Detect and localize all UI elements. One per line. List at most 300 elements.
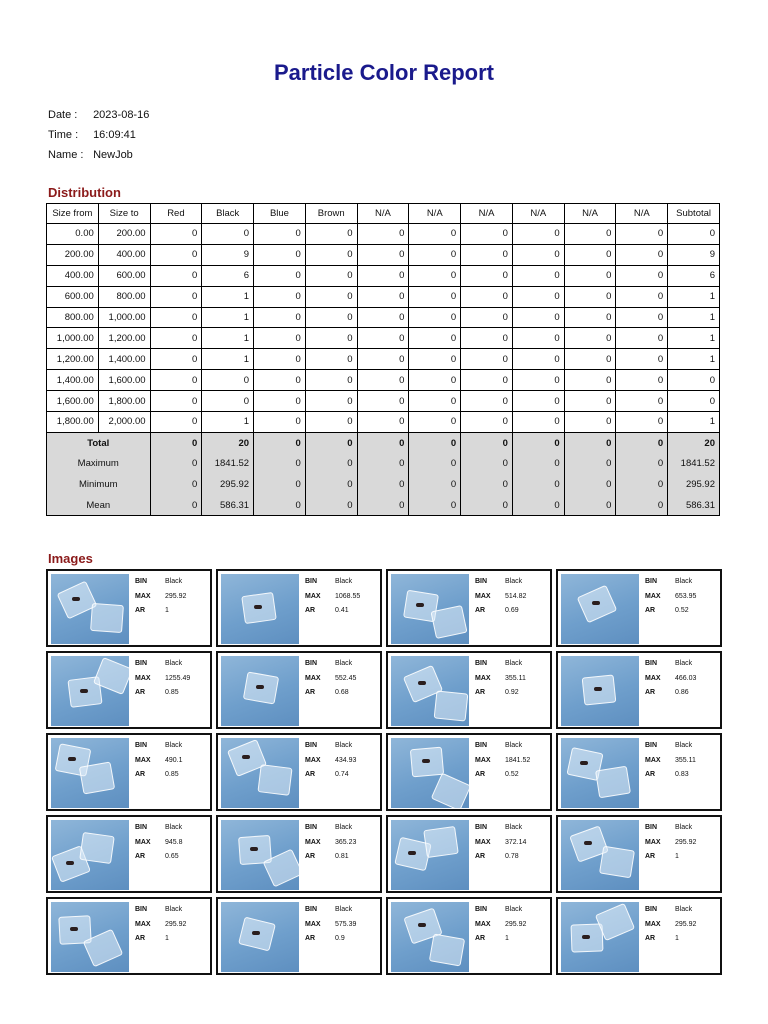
ar-value: 0.85: [165, 771, 179, 778]
bin-value: Black: [335, 742, 353, 749]
summary-cell: 0: [461, 474, 513, 495]
info-row-ar: [305, 768, 356, 783]
info-row-ar: [135, 686, 190, 701]
bin-value: Black: [675, 742, 693, 749]
column-header: N/A: [357, 204, 409, 224]
summary-cell: 0: [357, 453, 409, 474]
info-row-bin: [135, 739, 183, 754]
summary-cell: 0: [305, 432, 357, 453]
pellet-shape: [79, 832, 115, 864]
column-header: Size from: [47, 204, 99, 224]
info-row-ar: [645, 604, 696, 619]
table-cell: 0: [461, 224, 513, 245]
table-cell: 0: [616, 244, 668, 265]
summary-cell: 0: [150, 495, 202, 516]
info-row-ar: [645, 850, 696, 865]
table-cell: 0: [564, 328, 616, 349]
particle-info: [135, 821, 183, 865]
particle-info: [645, 575, 696, 619]
summary-cell: 0: [512, 495, 564, 516]
max-value: 295.92: [675, 920, 697, 928]
table-cell: 0: [461, 265, 513, 286]
table-cell: 0: [461, 412, 513, 433]
column-header: Size to: [98, 204, 150, 224]
ar-value: 0.52: [675, 607, 689, 614]
bin-value: Black: [675, 578, 693, 585]
table-cell: 0: [564, 307, 616, 328]
distribution-table: [46, 203, 720, 516]
info-row-ar: [645, 932, 696, 947]
table-cell: 0: [150, 328, 202, 349]
particle-image: [391, 656, 469, 726]
max-value: 653.95: [675, 592, 697, 600]
particle-image: [391, 738, 469, 808]
particle-image: [51, 656, 129, 726]
summary-cell: 1841.52: [668, 453, 720, 474]
ar-value: 1: [165, 935, 169, 942]
table-row: [47, 391, 720, 412]
info-row-max: [645, 918, 696, 933]
particle-card: [386, 815, 552, 893]
table-cell: 1,800.00: [98, 391, 150, 412]
ar-label: AR: [305, 935, 316, 942]
bin-value: Black: [165, 906, 183, 913]
table-cell: 0: [357, 265, 409, 286]
summary-cell: 0: [564, 495, 616, 516]
ar-value: 0.69: [505, 607, 519, 614]
summary-cell: 0: [150, 453, 202, 474]
table-cell: 1,200.00: [47, 349, 99, 370]
max-label: MAX: [135, 920, 151, 928]
summary-cell: 0: [616, 432, 668, 453]
particle-image: [391, 902, 469, 972]
table-cell: 1: [668, 307, 720, 328]
pellet-shape: [423, 826, 459, 858]
table-cell: 1,400.00: [98, 349, 150, 370]
table-cell: 0: [357, 370, 409, 391]
pellet-shape: [595, 766, 631, 799]
table-cell: 0: [616, 286, 668, 307]
table-cell: 0: [305, 391, 357, 412]
particle-info: [475, 575, 526, 619]
info-row-max: [135, 918, 186, 933]
particle-image: [561, 820, 639, 890]
particle-card: [216, 651, 382, 729]
info-row-max: [475, 754, 530, 769]
ar-label: AR: [475, 771, 486, 778]
ar-value: 0.9: [335, 935, 345, 942]
table-cell: 0: [668, 370, 720, 391]
table-cell: 0: [512, 349, 564, 370]
particle-speck: [422, 759, 430, 763]
table-cell: 0: [512, 328, 564, 349]
info-row-bin: [305, 575, 360, 590]
info-row-bin: [305, 821, 356, 836]
particle-image: [561, 656, 639, 726]
max-value: 575.39: [335, 920, 357, 928]
max-label: MAX: [305, 674, 321, 682]
info-row-bin: [475, 903, 526, 918]
summary-cell: 0: [305, 453, 357, 474]
ar-label: AR: [645, 689, 656, 696]
pellet-shape: [434, 690, 469, 721]
table-cell: 0: [150, 307, 202, 328]
summary-row: [47, 432, 720, 453]
table-cell: 1: [668, 328, 720, 349]
bin-label: BIN: [305, 578, 318, 585]
pellet-shape: [599, 846, 635, 879]
bin-label: BIN: [645, 824, 658, 831]
max-value: 355.11: [505, 674, 526, 682]
particle-speck: [66, 861, 74, 865]
table-cell: 0: [616, 328, 668, 349]
max-label: MAX: [475, 756, 491, 764]
table-cell: 0: [616, 370, 668, 391]
column-header: Black: [202, 204, 254, 224]
bin-label: BIN: [645, 742, 658, 749]
max-label: MAX: [475, 592, 491, 600]
info-row-ar: [305, 686, 356, 701]
time-value: 16:09:41: [93, 129, 136, 141]
summary-cell: 0: [564, 432, 616, 453]
table-cell: 0: [357, 286, 409, 307]
summary-cell: 295.92: [202, 474, 254, 495]
particle-speck: [418, 923, 426, 927]
info-row-bin: [645, 903, 696, 918]
info-row-ar: [135, 932, 186, 947]
table-row: [47, 370, 720, 391]
particle-info: [305, 739, 356, 783]
table-cell: 800.00: [98, 286, 150, 307]
table-cell: 1: [202, 307, 254, 328]
summary-cell: 295.92: [668, 474, 720, 495]
pellet-shape: [429, 933, 465, 966]
column-header: N/A: [409, 204, 461, 224]
summary-row: [47, 474, 720, 495]
info-row-ar: [135, 850, 183, 865]
particle-card: [556, 733, 722, 811]
max-value: 945.8: [165, 838, 183, 846]
bin-label: BIN: [305, 660, 318, 667]
max-label: MAX: [135, 592, 151, 600]
column-header: N/A: [564, 204, 616, 224]
table-cell: 0: [357, 307, 409, 328]
date-label: Date :: [48, 109, 78, 121]
image-grid: [46, 569, 722, 975]
summary-cell: 20: [668, 432, 720, 453]
particle-card: [556, 897, 722, 975]
table-cell: 0: [254, 349, 306, 370]
particle-image: [51, 820, 129, 890]
particle-speck: [252, 931, 260, 935]
table-row: [47, 328, 720, 349]
summary-label: Mean: [47, 495, 151, 516]
particle-speck: [408, 851, 416, 855]
max-label: MAX: [645, 920, 661, 928]
pellet-shape: [79, 761, 115, 794]
table-cell: 0: [305, 265, 357, 286]
bin-value: Black: [165, 742, 183, 749]
table-cell: 1,800.00: [47, 412, 99, 433]
max-label: MAX: [475, 674, 491, 682]
column-header: Subtotal: [668, 204, 720, 224]
table-cell: 0: [409, 328, 461, 349]
ar-value: 1: [675, 935, 679, 942]
column-header: Brown: [305, 204, 357, 224]
ar-label: AR: [475, 607, 486, 614]
table-cell: 1: [202, 412, 254, 433]
table-cell: 1: [668, 286, 720, 307]
table-cell: 0: [357, 244, 409, 265]
info-row-bin: [645, 575, 696, 590]
table-cell: 0: [254, 224, 306, 245]
particle-image: [51, 902, 129, 972]
summary-cell: 0: [254, 453, 306, 474]
max-value: 295.92: [165, 592, 187, 600]
particle-info: [135, 575, 186, 619]
particle-speck: [256, 685, 264, 689]
table-cell: 0: [150, 412, 202, 433]
table-cell: 0: [461, 307, 513, 328]
table-cell: 0: [512, 370, 564, 391]
table-cell: 0: [616, 391, 668, 412]
table-cell: 0: [254, 244, 306, 265]
ar-label: AR: [135, 607, 146, 614]
table-cell: 0: [409, 412, 461, 433]
ar-label: AR: [135, 771, 146, 778]
table-cell: 0: [616, 224, 668, 245]
pellet-shape: [430, 605, 467, 639]
table-cell: 0: [564, 349, 616, 370]
table-cell: 0: [305, 328, 357, 349]
table-cell: 0: [461, 328, 513, 349]
column-header: N/A: [616, 204, 668, 224]
table-cell: 0: [254, 370, 306, 391]
max-value: 355.11: [675, 756, 696, 764]
bin-label: BIN: [475, 824, 488, 831]
bin-label: BIN: [135, 578, 148, 585]
ar-value: 0.74: [335, 771, 349, 778]
table-cell: 0: [461, 391, 513, 412]
table-cell: 0: [254, 412, 306, 433]
table-row: [47, 224, 720, 245]
particle-card: [216, 897, 382, 975]
bin-label: BIN: [475, 906, 488, 913]
bin-label: BIN: [305, 824, 318, 831]
particle-info: [135, 903, 186, 947]
table-cell: 0: [305, 349, 357, 370]
info-row-bin: [135, 657, 190, 672]
ar-label: AR: [475, 853, 486, 860]
particle-card: [46, 733, 212, 811]
pellet-shape: [431, 773, 469, 808]
summary-label: Maximum: [47, 453, 151, 474]
ar-label: AR: [135, 689, 146, 696]
table-cell: 0: [564, 286, 616, 307]
particle-info: [135, 739, 183, 783]
info-row-max: [305, 836, 356, 851]
table-cell: 0: [512, 391, 564, 412]
summary-cell: 0: [305, 474, 357, 495]
summary-cell: 0: [409, 432, 461, 453]
table-cell: 0: [409, 391, 461, 412]
info-row-max: [305, 918, 356, 933]
info-row-ar: [645, 768, 696, 783]
max-value: 552.45: [335, 674, 357, 682]
summary-cell: 0: [150, 474, 202, 495]
info-row-ar: [475, 686, 526, 701]
table-cell: 0: [305, 286, 357, 307]
table-cell: 400.00: [47, 265, 99, 286]
table-cell: 0: [512, 244, 564, 265]
table-cell: 1,000.00: [47, 328, 99, 349]
summary-cell: 0: [305, 495, 357, 516]
info-row-bin: [645, 657, 696, 672]
particle-speck: [242, 755, 250, 759]
summary-cell: 0: [254, 495, 306, 516]
particle-speck: [416, 603, 424, 607]
info-row-max: [305, 672, 356, 687]
summary-row: [47, 495, 720, 516]
date-value: 2023-08-16: [93, 109, 150, 121]
table-cell: 0: [409, 224, 461, 245]
table-row: [47, 244, 720, 265]
table-cell: 600.00: [47, 286, 99, 307]
table-row: [47, 349, 720, 370]
ar-label: AR: [645, 853, 656, 860]
table-cell: 1,400.00: [47, 370, 99, 391]
distribution-heading: Distribution: [48, 185, 121, 200]
max-value: 365.23: [335, 838, 357, 846]
table-header-row: [47, 204, 720, 224]
particle-card: [216, 815, 382, 893]
particle-speck: [254, 605, 262, 609]
summary-label: Minimum: [47, 474, 151, 495]
particle-card: [46, 897, 212, 975]
info-row-max: [645, 672, 696, 687]
max-label: MAX: [645, 592, 661, 600]
ar-label: AR: [645, 935, 656, 942]
particle-card: [386, 651, 552, 729]
info-row-bin: [305, 903, 356, 918]
max-label: MAX: [645, 674, 661, 682]
info-row-max: [305, 754, 356, 769]
max-label: MAX: [645, 756, 661, 764]
summary-cell: 0: [616, 495, 668, 516]
particle-speck: [592, 601, 600, 605]
max-label: MAX: [305, 920, 321, 928]
table-cell: 0: [564, 391, 616, 412]
info-row-max: [475, 836, 526, 851]
table-cell: 0: [616, 412, 668, 433]
max-value: 295.92: [675, 838, 697, 846]
summary-cell: 0: [357, 432, 409, 453]
table-cell: 0: [564, 244, 616, 265]
table-cell: 0: [668, 391, 720, 412]
table-cell: 0: [512, 307, 564, 328]
bin-value: Black: [505, 660, 523, 667]
name-label: Name :: [48, 149, 84, 161]
summary-cell: 0: [254, 432, 306, 453]
info-row-max: [135, 672, 190, 687]
time-label: Time :: [48, 129, 79, 141]
particle-info: [305, 903, 356, 947]
table-cell: 0.00: [47, 224, 99, 245]
table-cell: 0: [461, 244, 513, 265]
table-cell: 0: [150, 224, 202, 245]
table-cell: 0: [512, 286, 564, 307]
table-cell: 200.00: [47, 244, 99, 265]
particle-card: [46, 815, 212, 893]
particle-info: [645, 739, 696, 783]
table-cell: 0: [668, 224, 720, 245]
summary-cell: 0: [564, 474, 616, 495]
table-cell: 0: [409, 286, 461, 307]
info-row-bin: [475, 821, 526, 836]
ar-value: 0.85: [165, 689, 179, 696]
table-cell: 0: [254, 391, 306, 412]
table-cell: 0: [150, 265, 202, 286]
info-row-bin: [475, 575, 526, 590]
particle-info: [135, 657, 190, 701]
particle-image: [561, 738, 639, 808]
bin-value: Black: [335, 906, 353, 913]
table-body: [47, 224, 720, 516]
max-value: 295.92: [165, 920, 187, 928]
table-cell: 0: [254, 286, 306, 307]
info-row-bin: [135, 821, 183, 836]
table-cell: 0: [409, 307, 461, 328]
particle-speck: [584, 841, 592, 845]
max-value: 1068.55: [335, 592, 361, 600]
max-value: 514.82: [505, 592, 527, 600]
ar-value: 0.92: [505, 689, 519, 696]
date-line: [48, 109, 149, 121]
info-row-ar: [135, 604, 186, 619]
bin-value: Black: [165, 824, 183, 831]
table-cell: 0: [461, 286, 513, 307]
table-cell: 0: [409, 370, 461, 391]
max-label: MAX: [305, 838, 321, 846]
table-cell: 0: [150, 349, 202, 370]
ar-label: AR: [305, 689, 316, 696]
column-header: N/A: [512, 204, 564, 224]
summary-cell: 0: [357, 495, 409, 516]
table-cell: 1: [668, 349, 720, 370]
table-cell: 200.00: [98, 224, 150, 245]
table-cell: 1: [202, 328, 254, 349]
summary-cell: 0: [512, 453, 564, 474]
table-cell: 1: [202, 286, 254, 307]
summary-cell: 1841.52: [202, 453, 254, 474]
info-row-bin: [305, 739, 356, 754]
table-cell: 600.00: [98, 265, 150, 286]
particle-info: [305, 657, 356, 701]
table-cell: 0: [202, 370, 254, 391]
table-cell: 6: [668, 265, 720, 286]
particle-speck: [68, 757, 76, 761]
table-cell: 0: [512, 224, 564, 245]
info-row-bin: [475, 657, 526, 672]
info-row-max: [135, 836, 183, 851]
info-row-bin: [305, 657, 356, 672]
particle-card: [556, 815, 722, 893]
summary-cell: 0: [254, 474, 306, 495]
max-label: MAX: [305, 592, 321, 600]
bin-value: Black: [335, 578, 353, 585]
table-cell: 0: [305, 307, 357, 328]
table-cell: 0: [202, 224, 254, 245]
